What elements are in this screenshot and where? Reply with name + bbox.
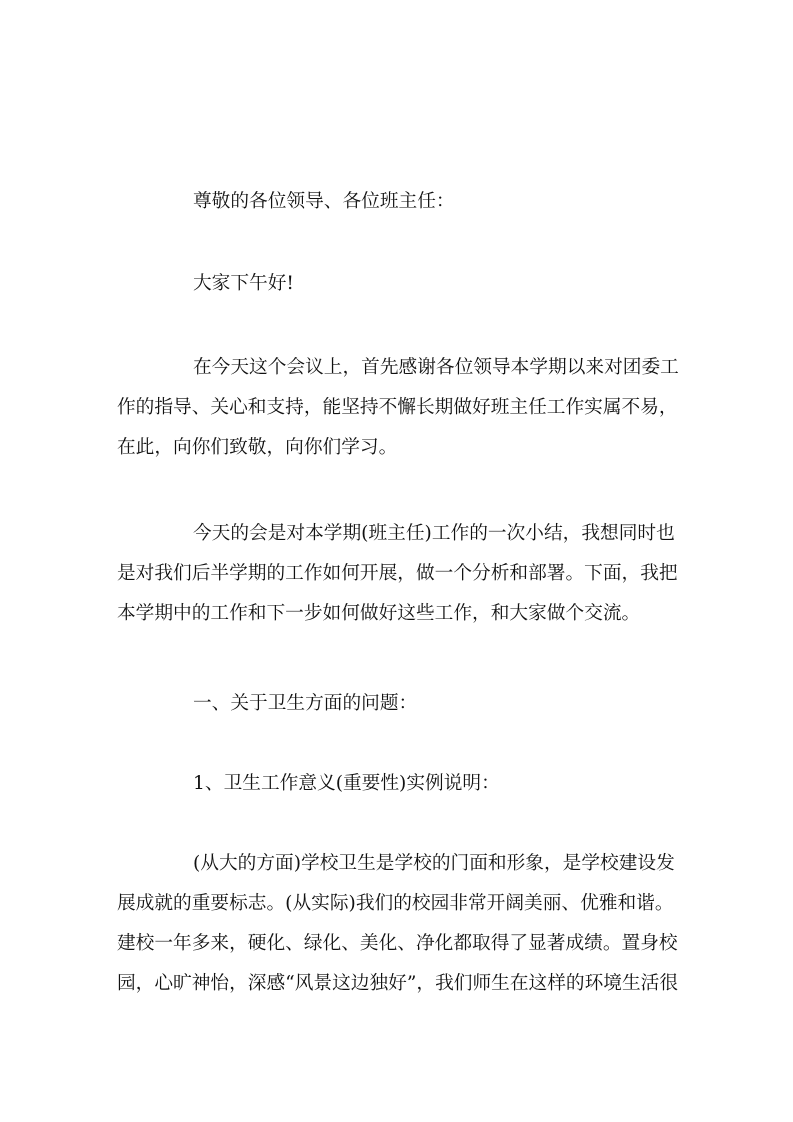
paragraph-line: 园，心旷神怡，深感“风景这边独好”，我们师生在这样的环境生活很: [117, 973, 679, 994]
paragraph-line: 今天的会是对本学期(班主任)工作的一次小结，我想同时也: [193, 523, 675, 544]
subsection-heading: 1、卫生工作意义(重要性)实例说明：: [193, 773, 500, 794]
paragraph-line: 展成就的重要标志。(从实际)我们的校园非常开阔美丽、优雅和谐。: [117, 893, 674, 914]
paragraph-line: (从大的方面)学校卫生是学校的门面和形象，是学校建设发: [193, 853, 675, 874]
paragraph-line: 在今天这个会议上，首先感谢各位领导本学期以来对团委工: [193, 357, 679, 378]
paragraph-line: 是对我们后半学期的工作如何开展，做一个分析和部署。下面，我把: [117, 563, 678, 584]
salutation-line: 尊敬的各位领导、各位班主任：: [193, 191, 455, 212]
greeting-line: 大家下午好!: [193, 273, 294, 294]
section-heading: 一、关于卫生方面的问题：: [193, 693, 418, 714]
paragraph-line: 本学期中的工作和下一步如何做好这些工作，和大家做个交流。: [117, 603, 641, 624]
paragraph-line: 作的指导、关心和支持，能坚持不懈长期做好班主任工作实属不易，: [117, 397, 678, 418]
paragraph-line: 在此，向你们致敬，向你们学习。: [117, 437, 398, 458]
paragraph-line: 建校一年多来，硬化、绿化、美化、净化都取得了显著成绩。置身校: [117, 933, 678, 954]
